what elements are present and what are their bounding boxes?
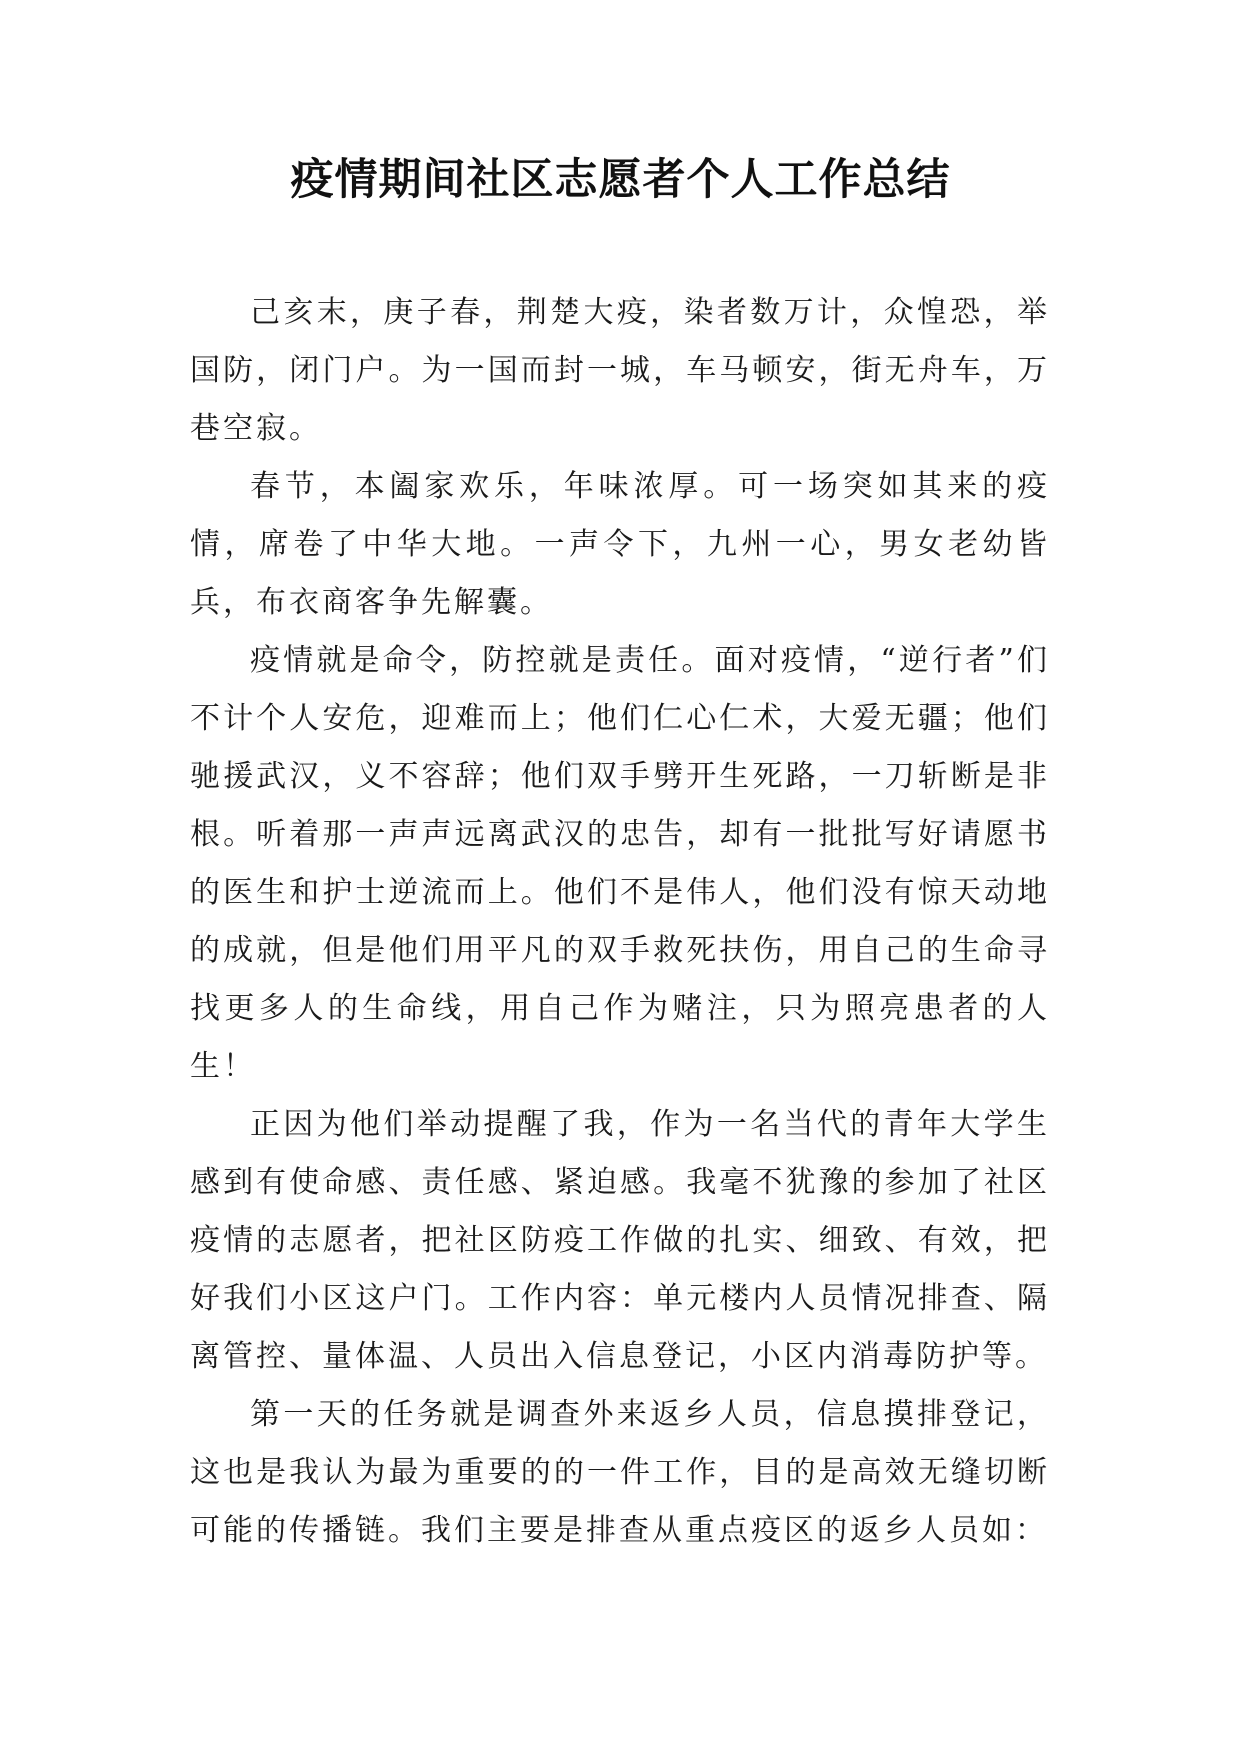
paragraph-3: 疫情就是命令，防控就是责任。面对疫情，“逆行者”们不计个人安危，迎难而上；他们仁心仁术，大爱无疆；他们驰援武汉，义不容辞；他们双手劈开生死路，一刀斩断是非根。听着那一声声远离武汉的忠告，却有一批批写好请愿书的医生和护士逆流而上。他们不是伟人，他们没有惊天动地的成就，但是他们用平凡的双手救死扶伤，用自己的生命寻找更多人的生命线，用自己作为赌注，只为照亮患者的人生！ [190, 643, 1050, 1084]
paragraph-2: 春节，本阖家欢乐，年味浓厚。可一场突如其来的疫情，席卷了中华大地。一声令下，九州一心，男女老幼皆兵，布衣商客争先解囊。 [190, 469, 1050, 620]
document-body [190, 284, 1050, 1560]
paragraph-1: 己亥末，庚子春，荆楚大疫，染者数万计，众惶恐，举国防，闭门户。为一国而封一城，车马顿安，街无舟车，万巷空寂。 [190, 295, 1050, 446]
paragraph-5: 第一天的任务就是调查外来返乡人员，信息摸排登记，这也是我认为最为重要的的一件工作，目的是高效无缝切断可能的传播链。我们主要是排查从重点疫区的返乡人员如： [190, 1397, 1050, 1548]
paragraph-4: 正因为他们举动提醒了我，作为一名当代的青年大学生感到有使命感、责任感、紧迫感。我毫不犹豫的参加了社区疫情的志愿者，把社区防疫工作做的扎实、细致、有效，把好我们小区这户门。工作内容：单元楼内人员情况排查、隔离管控、量体温、人员出入信息登记，小区内消毒防护等。 [190, 1107, 1050, 1374]
document-title: 疫情期间社区志愿者个人工作总结 [290, 155, 951, 205]
